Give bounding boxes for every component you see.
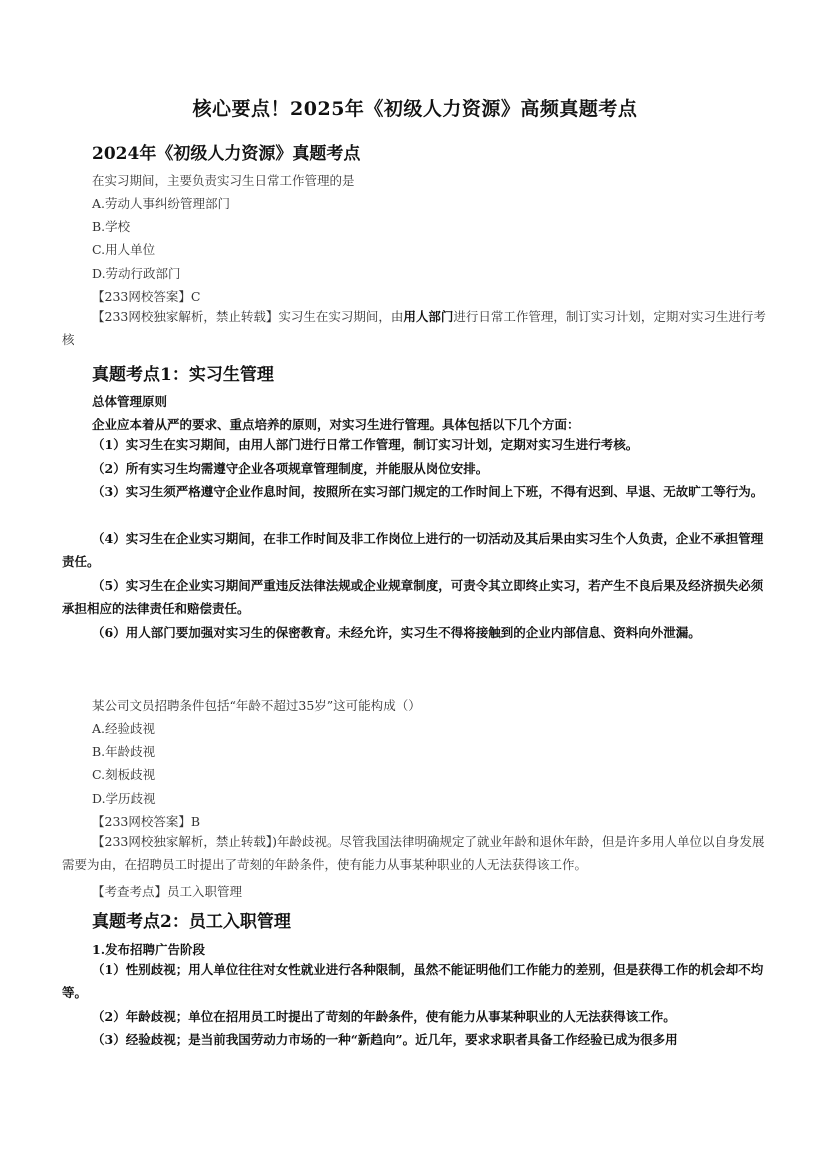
kp2-subheading: 1.发布招聘广告阶段 bbox=[92, 942, 206, 957]
q2-option-d: D.学历歧视 bbox=[92, 791, 156, 806]
q2-point: 【考查考点】员工入职管理 bbox=[92, 884, 243, 899]
kp1-heading: 真题考点1：实习生管理 bbox=[92, 365, 274, 385]
kp1-item-2: （2）所有实习生均需遵守企业各项规章管理制度，并能服从岗位安排。 bbox=[92, 461, 489, 476]
kp1-subheading: 总体管理原则 bbox=[92, 394, 168, 409]
q2-stem: 某公司文员招聘条件包括“年龄不超过35岁”这可能构成（） bbox=[92, 698, 421, 713]
q1-option-b: B.学校 bbox=[92, 219, 131, 234]
kp1-intro: 企业应本着从严的要求、重点培养的原则，对实习生进行管理。具体包括以下几个方面： bbox=[92, 417, 580, 432]
q1-option-a: A.劳动人事纠纷管理部门 bbox=[92, 196, 231, 211]
q1-option-d: D.劳动行政部门 bbox=[92, 266, 181, 281]
q2-analysis: 【233网校独家解析，禁止转载】)年龄歧视。尽管我国法律明确规定了就业年龄和退休年龄，但是许多用人单位以自身发展需要为由，在招聘员工时提出了苛刻的年龄条件，使有能力从事某种职业的人无法获得该工作。 bbox=[62, 834, 765, 872]
q1-analysis-emphasis: 用人部门 bbox=[403, 309, 454, 324]
section-heading-2024: 2024年《初级人力资源》真题考点 bbox=[92, 144, 361, 164]
kp1-item-4: （4）实习生在企业实习期间，在非工作时间及非工作岗位上进行的一切活动及其后果由实习生个人负责，企业不承担管理责任。 bbox=[62, 531, 764, 569]
kp2-item-3: （3）经验歧视；是当前我国劳动力市场的一种“新趋向”。近几年，要求求职者具备工作经验已成为很多用 bbox=[92, 1032, 678, 1047]
kp2-item-1: （1）性别歧视；用人单位往往对女性就业进行各种限制，虽然不能证明他们工作能力的差别，但是获得工作的机会却不均等。 bbox=[62, 962, 764, 1000]
kp2-item-2: （2）年龄歧视；单位在招用员工时提出了苛刻的年龄条件，使有能力从事某种职业的人无法获得该工作。 bbox=[92, 1009, 676, 1024]
kp1-item-1: （1）实习生在实习期间，由用人部门进行日常工作管理，制订实习计划，定期对实习生进行考核。 bbox=[92, 437, 639, 452]
kp1-item-6: （6）用人部门要加强对实习生的保密教育。未经允许，实习生不得将接触到的企业内部信息、资料向外泄漏。 bbox=[92, 625, 701, 640]
q1-analysis: 【233网校独家解析，禁止转载】实习生在实习期间，由用人部门进行日常工作管理，制订实习计划，定期对实习生进行考核 bbox=[62, 309, 766, 347]
kp2-heading: 真题考点2：员工入职管理 bbox=[92, 912, 291, 932]
page-title: 核心要点！2025年《初级人力资源》高频真题考点 bbox=[192, 98, 638, 120]
kp1-item-5: （5）实习生在企业实习期间严重违反法律法规或企业规章制度，可责令其立即终止实习，若产生不良后果及经济损失必须承担相应的法律责任和赔偿责任。 bbox=[62, 578, 764, 616]
q2-option-c: C.刻板歧视 bbox=[92, 767, 156, 782]
q1-stem: 在实习期间，主要负责实习生日常工作管理的是 bbox=[92, 173, 355, 188]
q2-answer: 【233网校答案】B bbox=[92, 814, 201, 829]
kp1-item-3: （3）实习生须严格遵守企业作息时间，按照所在实习部门规定的工作时间上下班，不得有迟到、早退、无故旷工等行为。 bbox=[92, 484, 764, 499]
q1-option-c: C.用人单位 bbox=[92, 242, 156, 257]
q1-answer: 【233网校答案】C bbox=[92, 289, 201, 304]
q2-option-b: B.年龄歧视 bbox=[92, 744, 156, 759]
q2-option-a: A.经验歧视 bbox=[92, 721, 156, 736]
